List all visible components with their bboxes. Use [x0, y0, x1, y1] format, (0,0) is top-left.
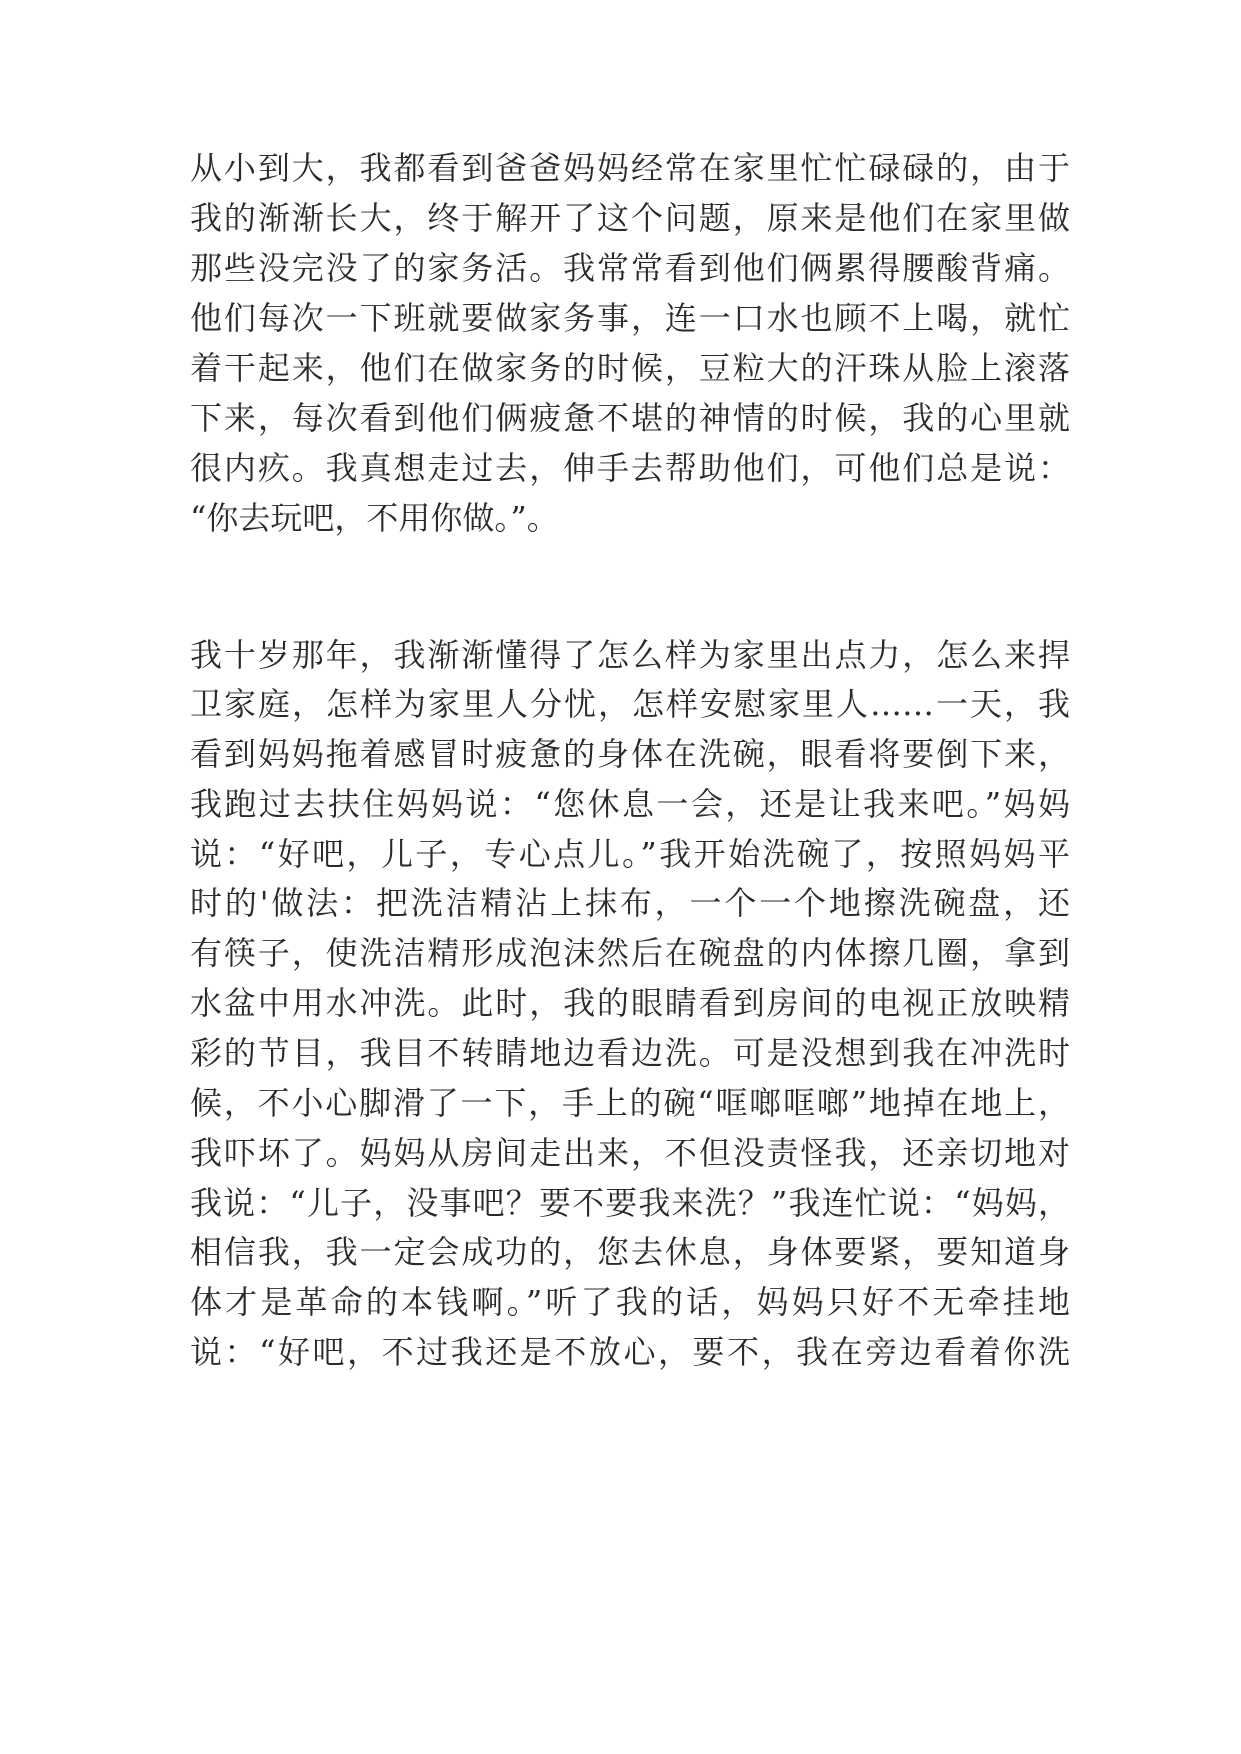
paragraph-line: 很内疚。我真想走过去，伸手去帮助他们，可他们总是说： — [190, 449, 1070, 487]
paragraph-line: 我吓坏了。妈妈从房间走出来，不但没责怪我，还亲切地对 — [190, 1134, 1070, 1172]
paragraph-line: 彩的节目，我目不转睛地边看边洗。可是没想到我在冲洗时 — [190, 1034, 1070, 1072]
paragraph-line: “你去玩吧，不用你做。”。 — [190, 499, 559, 537]
paragraph-line: 体才是革命的本钱啊。”听了我的话，妈妈只好不无牵挂地 — [190, 1283, 1070, 1321]
paragraph-line: 下来，每次看到他们俩疲惫不堪的神情的时候，我的心里就 — [190, 399, 1070, 437]
paragraph-line: 有筷子，使洗洁精形成泡沫然后在碗盘的内体擦几圈，拿到 — [190, 934, 1070, 972]
paragraph-line: 说：“好吧，不过我还是不放心，要不，我在旁边看着你洗 — [190, 1333, 1070, 1371]
paragraph-line: 着干起来，他们在做家务的时候，豆粒大的汗珠从脸上滚落 — [190, 349, 1070, 387]
paragraph-line: 卫家庭，怎样为家里人分忧，怎样安慰家里人……一天，我 — [190, 685, 1070, 723]
paragraph-line: 相信我，我一定会成功的，您去休息，身体要紧，要知道身 — [190, 1233, 1070, 1271]
paragraph-line: 我十岁那年，我渐渐懂得了怎么样为家里出点力，怎么来捍 — [190, 636, 1070, 674]
paragraph-line: 水盆中用水冲洗。此时，我的眼睛看到房间的电视正放映精 — [190, 984, 1070, 1022]
paragraph-line: 时的'做法：把洗洁精沾上抹布，一个一个地擦洗碗盘，还 — [190, 884, 1070, 922]
paragraph-line: 那些没完没了的家务活。我常常看到他们俩累得腰酸背痛。 — [190, 249, 1070, 287]
paragraph-line: 从小到大，我都看到爸爸妈妈经常在家里忙忙碌碌的，由于 — [190, 149, 1070, 187]
paragraph-line: 说：“好吧，儿子，专心点儿。”我开始洗碗了，按照妈妈平 — [190, 835, 1070, 873]
paragraph-line: 候，不小心脚滑了一下，手上的碗“哐啷哐啷”地掉在地上， — [190, 1084, 1070, 1122]
paragraph-line: 我跑过去扶住妈妈说：“您休息一会，还是让我来吧。”妈妈 — [190, 785, 1070, 823]
paragraph-line: 他们每次一下班就要做家务事，连一口水也顾不上喝，就忙 — [190, 299, 1070, 337]
paragraph-line: 看到妈妈拖着感冒时疲惫的身体在洗碗，眼看将要倒下来， — [190, 735, 1070, 773]
paragraph-line: 我说：“儿子，没事吧？要不要我来洗？”我连忙说：“妈妈， — [190, 1184, 1070, 1222]
paragraph-line: 我的渐渐长大，终于解开了这个问题，原来是他们在家里做 — [190, 199, 1070, 237]
